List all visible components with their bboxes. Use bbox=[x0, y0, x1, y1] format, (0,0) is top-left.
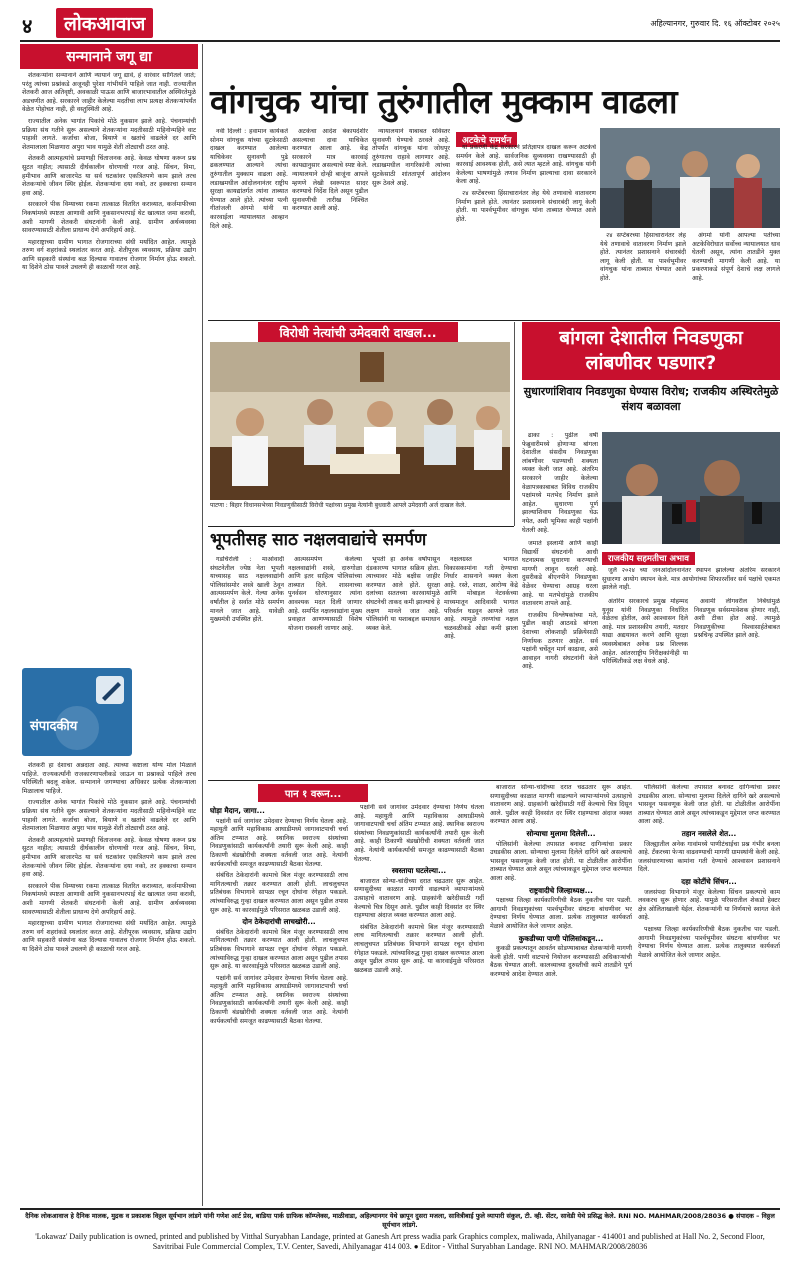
logo: लोकआवाज bbox=[56, 8, 153, 38]
opposition-divider bbox=[514, 322, 515, 526]
editorial-p1-repeat: राज्यातील अनेक भागांत पिकांचे मोठे नुकसान झाले आहे. पंचनाम्यांची प्रक्रिया संथ गतीने सुरू असल्याने शेतकऱ्यांना मदतीसाठी महिनोन्महिने वाट पाहावी लागते. कर्जाचा बोजा, बियाणे व खतांचे वाढलेले दर आणि शेतमालाला मिळणारा अपुरा भाव यामुळे शेती तोट्याची ठरत आहे. bbox=[22, 799, 196, 833]
continued-s5-title: राष्ट्रवादीचे जिल्हाध्यक्ष... bbox=[529, 885, 593, 895]
bangla-col-1 bbox=[522, 432, 598, 536]
editorial-p5: महाराष्ट्राच्या ग्रामीण भागात रोजगाराच्या संधी मर्यादित आहेत. त्यामुळे तरुण वर्ग शहरांकडे स्थलांतर करत आहे. शेतीपूरक व्यवसाय, प्रक्रिया उद्योग आणि सहकारी संस्थांना बळ दिल्यास गावातच रोजगार निर्माण होऊ शकतो. या दिशेने ठोस पावले उचलणे ही काळाची गरज आहे. bbox=[22, 238, 196, 272]
lead-col-1 bbox=[210, 128, 288, 318]
lead-col-5 bbox=[692, 232, 780, 318]
footer-english: 'Lokawaz' Daily publication is owned, printed and published by Vitthal Suryabhan Landage, printed at Ganesh Art press wadia park Graphics complex, maliwada, Ahilyanagar - 414001 and published at Hall No. 2, Second Floor, Savitribai Fule Commercial Complex, T.V. Center, Savedi, Ahilyanagar 414 003. ● Editor - Vitthal Suryabhan Landage. RNI NO. MAHMAR/2008/28036 bbox=[35, 1232, 765, 1251]
lead-photo bbox=[600, 128, 780, 228]
lead-rule bbox=[208, 320, 780, 321]
lead-sidebar-body: या प्रकरणी केंद्र सरकारने प्रतिज्ञापत्र दाखल करून अटकेचे समर्थन केले आहे. सार्वजनिक सुव्यवस्था राखण्यासाठी ही कारवाई आवश्यक होती, असे त्यात म्हटले आहे. वांगचुक यांनी केलेल्या भाषणांमुळे तणाव निर्माण झाल्याचा दावा सरकारने केला आहे. bbox=[456, 144, 596, 186]
continued-s1-text: पक्षांनी सर्व जागांवर उमेदवार देण्याचा निर्णय घेतला आहे. महायुती आणि महाविकास आघाडीमध्ये जागावाटपाची चर्चा अंतिम टप्प्यात आहे. स्थानिक स्वराज्य संस्थांच्या निवडणुकांसाठी कार्यकर्त्यांनी तयारी सुरू केली आहे. काही ठिकाणी बंडखोरीची शक्यता वर्तवली जात आहे. नेत्यांनी कार्यकर्त्यांची समजूत काढण्यासाठी बैठका घेतल्या. bbox=[210, 817, 348, 868]
bhupati-col-2 bbox=[288, 556, 362, 776]
continued-s3-lead: पक्षांनी सर्व जागांवर उमेदवार देण्याचा निर्णय घेतला आहे. महायुती आणि महाविकास आघाडीमध्ये जागावाटपाची चर्चा अंतिम टप्प्यात आहे. स्थानिक स्वराज्य संस्थांच्या निवडणुकांसाठी कार्यकर्त्यांनी तयारी सुरू केली आहे. काही ठिकाणी बंडखोरीची शक्यता वर्तवली जात आहे. नेत्यांनी कार्यकर्त्यांची समजूत काढण्यासाठी बैठका घेतल्या. bbox=[354, 804, 484, 863]
lead-col-2 bbox=[292, 128, 368, 318]
bhupati-text-2: आत्मसमर्पण केलेल्या नक्षलवाद्यांनी शस्त्रे, दारुगोळा आणि इतर साहित्य पोलिसांच्या ताब्यात दिले. शासनाच्या पुनर्वसन धोरणानुसार त्यांना आवश्यक मदत दिली जाणार आहे. समर्पित नक्षलवाद्यांना मुख्य प्रवाहात आणण्यासाठी विशेष योजना राबवली जाणार आहे. bbox=[288, 556, 362, 632]
opposition-caption: पाटणा : बिहार विधानसभेच्या निवडणुकीसाठी विरोधी पक्षांच्या प्रमुख नेत्यांनी बुधवारी आपले उमेदवारी अर्ज दाखल केले. bbox=[210, 502, 467, 509]
continued-col-1 bbox=[210, 804, 348, 1204]
lead-body-b: अटकेचा आदेश बेकायदेशीर असल्याचा दावा याचिकेत करण्यात आला आहे. केंद्र सरकारने मात्र कारवाई कायद्यानुसार असल्याचे स्पष्ट केले. न्यायालयाने दोन्ही बाजूंना आपले म्हणणे लेखी स्वरूपात सादर करण्याचे निर्देश दिले असून पुढील सुनावणीची तारीख निश्चित करण्यात आली आहे. bbox=[292, 128, 368, 213]
bangla-box-title: राजकीय सहमतीचा अभाव bbox=[602, 552, 695, 565]
continued-s6-text: कुकडी प्रकल्पातून आवर्तन सोडण्याबाबत शेतकऱ्यांनी मागणी केली होती. पाणी वाटपाचे नियोजन करण्यासाठी अधिकाऱ्यांची बैठक घेण्यात आली. कालव्याच्या दुरुस्तीची कामे तातडीने पूर्ण करण्याचे आदेश देण्यात आले. bbox=[490, 945, 632, 978]
continued-s7-title: तहान नसलेले शेत... bbox=[681, 828, 737, 838]
editorial-text-bottom bbox=[22, 762, 196, 1202]
footer-marathi: दैनिक लोकआवाज हे दैनिक मालक, मुद्रक व प्रकाशक विठ्ठल सूर्यभान लांडगे यांनी गणेश आर्ट प्रेस, बाडिया पार्क ग्राफिक कॉम्प्लेक्स, माळीवाडा, अहिल्यानगर येथे छापून दुसरा मजला, सावित्रीबाई फुले व्यापारी संकुल, टी. व्ही. सेंटर, सावेडी येथे प्रसिद्ध केले. RNI NO. MAHMAR/2008/28036 ● संपादक – विठ्ठल सूर्यभान लांडगे. bbox=[25, 1212, 775, 1229]
editorial-p3: शेतकरी आत्महत्यांचे प्रमाणही चिंताजनक आहे. केवळ घोषणा करून प्रश्न सुटत नाहीत; त्यासाठी दीर्घकालीन धोरणाची गरज आहे. सिंचन, विमा, हमीभाव आणि बाजारपेठ या सर्व घटकांवर एकत्रितपणे काम झाले तरच शेतकऱ्यांचे जीवन स्थिर होईल. शेतकऱ्यांना दया नको, तर हक्काचा सन्मान हवा आहे. bbox=[22, 155, 196, 197]
editorial-badge-label: संपादकीय bbox=[30, 719, 78, 734]
editorial-p1: शेतकऱ्यांना सन्मानाने आणि न्यायाने जगू द्यावे, हे वारंवार सांगितले जाते; परंतु त्यांच्या प्रश्नांकडे अजूनही पुरेशा गांभीर्याने पाहिले जात नाही. राज्यातील शेतकरी आज अतिवृष्टी, अवकाळी पाऊस आणि बाजारभावातील अस्थिरतेमुळे अडचणीत आहे. सरकारने जाहीर केलेल्या मदतीचा लाभ प्रत्यक्ष शेतकऱ्यांपर्यंत वेळेत पोहोचत नाही, ही वस्तुस्थिती आहे. bbox=[22, 72, 196, 114]
continued-s3-text: बाजारात सोन्या-चांदीच्या दरात चढउतार सुरू आहेत. सणासुदीच्या काळात मागणी वाढल्याने व्यापाऱ्यांमध्ये उत्साहाचे वातावरण आहे. ग्राहकांनी खरेदीसाठी गर्दी केल्याचे चित्र दिसून आले. पुढील काही दिवसांत दर स्थिर राहण्याचा अंदाज व्यक्त करण्यात आला आहे. bbox=[354, 877, 484, 920]
bangla-subhead: सुधारणांशिवाय निवडणुका घेण्यास विरोध; राजकीय अस्थिरतेमुळे संशय बळावला bbox=[523, 385, 779, 413]
editorial-p3-repeat: शेतकरी आत्महत्यांचे प्रमाणही चिंताजनक आहे. केवळ घोषणा करून प्रश्न सुटत नाहीत; त्यासाठी दीर्घकालीन धोरणाची गरज आहे. सिंचन, विमा, हमीभाव आणि बाजारपेठ या सर्व घटकांवर एकत्रितपणे काम झाले तरच शेतकऱ्यांचे जीवन स्थिर होईल. शेतकऱ्यांना दया नको, तर हक्काचा सन्मान हवा आहे. bbox=[22, 836, 196, 879]
bhupati-col-4 bbox=[444, 556, 518, 776]
lead-body-c: न्यायालयाने याबाबत सविस्तर सुनावणी घेण्याचे ठरवले आहे. तोपर्यंत वांगचुक यांना जोधपूर तुरुंगातच राहावे लागणार आहे. लडाखमधील नागरिकांनी त्यांच्या सुटकेसाठी शांततापूर्ण आंदोलन सुरू ठेवले आहे. bbox=[372, 128, 450, 187]
lead-sidebar-title: अटकेचे समर्थन bbox=[456, 132, 517, 147]
lead-body-a: नवी दिल्ली : हवामान कार्यकर्ते सोनम वांगचुक यांच्या सुटकेसाठी दाखल करण्यात आलेल्या याचिकेवर सुनावणी पुढे ढकलण्यात आल्याने त्यांचा तुरुंगातील मुक्काम वाढला आहे. लडाखमधील आंदोलनानंतर राष्ट्रीय सुरक्षा कायद्यांतर्गत त्यांना ताब्यात घेण्यात आले होते. त्यांच्या पत्नी गीतांजली अंगमो यांनी या कारवाईला न्यायालयात आव्हान दिले आहे. bbox=[210, 128, 288, 230]
bhupati-headline: भूपतीसह साठ नक्षलवाद्यांचे समर्पण bbox=[210, 530, 427, 550]
lead-col-3 bbox=[372, 128, 450, 318]
lead-sidebar-body-2: २४ सप्टेंबरच्या हिंसाचारानंतर लेह येथे तणावाचे वातावरण निर्माण झाले होते. त्यानंतर प्रशासनाने संचारबंदी लागू केली होती. या पार्श्वभूमीवर वांगचुक यांना ताब्यात घेण्यात आले होते. bbox=[456, 189, 596, 223]
bangla-headline: बांगला देशातील निवडणुका लांबणीवर पडणार? bbox=[522, 322, 780, 380]
continued-s8-title: दहा कोटींचे सिंचन... bbox=[681, 876, 737, 886]
bangla-text-1: ढाका : पुढील वर्षी फेब्रुवारीमध्ये होणाऱ्या बांगला देशातील संसदीय निवडणुका लांबणीवर पडण्याची शक्यता व्यक्त केली जात आहे. अंतरिम सरकारने जाहीर केलेल्या वेळापत्रकाबाबत विविध राजकीय पक्षांमध्ये मतभेद निर्माण झाले आहेत. सुधारणा पूर्ण झाल्याशिवाय निवडणुका घेऊ नयेत, अशी भूमिका काही पक्षांनी घेतली आहे. bbox=[522, 432, 598, 534]
continued-s4-lead: बाजारात सोन्या-चांदीच्या दरात चढउतार सुरू आहेत. सणासुदीच्या काळात मागणी वाढल्याने व्यापाऱ्यांमध्ये उत्साहाचे वातावरण आहे. ग्राहकांनी खरेदीसाठी गर्दी केल्याचे चित्र दिसून आले. पुढील काही दिवसांत दर स्थिर राहण्याचा अंदाज व्यक्त करण्यात आला आहे. bbox=[490, 784, 632, 826]
continued-s2-text: संबंधित ठेकेदारांनी कामाचे बिल मंजूर करण्यासाठी लाच मागितल्याची तक्रार करण्यात आली होती. लाचलुचपत प्रतिबंधक विभागाने सापळा रचून दोघांना रंगेहात पकडले. त्यांच्याविरुद्ध गुन्हा दाखल करण्यात आला असून पुढील तपास सुरू आहे. या कारवाईमुळे परिसरात खळबळ उडाली आहे. bbox=[210, 928, 348, 971]
editorial-p5-repeat: महाराष्ट्राच्या ग्रामीण भागात रोजगाराच्या संधी मर्यादित आहेत. त्यामुळे तरुण वर्ग शहरांकडे स्थलांतर करत आहे. शेतीपूरक व्यवसाय, प्रक्रिया उद्योग आणि सहकारी संस्थांना बळ दिल्यास गावातच रोजगार निर्माण होऊ शकतो. या दिशेने ठोस पावले उचलणे ही काळाची गरज आहे. bbox=[22, 920, 196, 953]
continued-s2-title: दोन ठेकेदारांची लाचखोरी... bbox=[242, 917, 316, 927]
lead-body-e: अंगमो यांनी आपल्या पतीच्या अटकेविरोधात सर्वोच्च न्यायालयात धाव घेतली असून, त्यांना तातडीने मुक्त करण्याची मागणी केली आहे. या प्रकरणाकडे संपूर्ण देशाचे लक्ष लागले आहे. bbox=[692, 232, 780, 282]
pen-icon bbox=[22, 668, 132, 756]
editorial-divider bbox=[202, 44, 203, 1206]
continued-col-4 bbox=[638, 784, 780, 1204]
continued-s8-text: जलसंपदा विभागाने मंजूर केलेल्या सिंचन प्रकल्पाचे काम लवकरच सुरू होणार आहे. यामुळे परिसरातील शेकडो हेक्टर क्षेत्र ओलिताखाली येईल. शेतकऱ्यांनी या निर्णयाचे स्वागत केले आहे. bbox=[638, 888, 780, 922]
editorial-heading: सन्मानाने जगू द्या bbox=[20, 44, 198, 69]
continued-s6-title: कुकडीच्या पाणी पोलिसांकडून... bbox=[518, 933, 604, 943]
continued-s4-title: सोन्याचा मुलामा दिलेली... bbox=[526, 828, 596, 838]
bhupati-rule bbox=[208, 526, 514, 527]
continued-header: पान १ वरून... bbox=[258, 784, 368, 802]
continued-s5-text: पक्षाच्या जिल्हा कार्यकारिणीची बैठक नुकतीच पार पडली. आगामी निवडणुकांच्या पार्श्वभूमीवर संघटना बांधणीवर भर देण्याचा निर्णय घेण्यात आला. प्रत्येक तालुक्यात कार्यकर्ता मेळावे आयोजित केले जाणार आहेत. bbox=[490, 897, 632, 930]
bhupati-text-3: भूपती हा अनेक वर्षांपासून दंडकारण्य भागात सक्रिय होता. त्याच्यावर मोठे बक्षीस जाहीर करण्यात आले होते. सुरक्षा दलांच्या सततच्या कारवायांमुळे संघटनेची ताकद कमी झाल्याचे हे लक्षण मानले जात आहे. पोलिसांनी या यशाबद्दल समाधान व्यक्त केले. bbox=[366, 556, 440, 632]
continued-s8-text-b: पक्षाच्या जिल्हा कार्यकारिणीची बैठक नुकतीच पार पडली. आगामी निवडणुकांच्या पार्श्वभूमीवर संघटना बांधणीवर भर देण्याचा निर्णय घेण्यात आला. प्रत्येक तालुक्यात कार्यकर्ता मेळावे आयोजित केले जाणार आहेत. bbox=[638, 925, 780, 959]
dateline: अहिल्यानगर, गुरुवार दि. १६ ऑक्टोबर २०२५ bbox=[650, 19, 780, 28]
bangla-text-3: अंतरिम सरकारचे प्रमुख मोहम्मद युनूस यांनी निवडणुका निर्धारित वेळेतच होतील, असे आश्वासन दिले आहे. मात्र प्रशासकीय तयारी, मतदार याद्या अद्ययावत करणे आणि सुरक्षा व्यवस्थेबाबत अनेक प्रश्न शिल्लक आहेत. आंतरराष्ट्रीय निरीक्षकांनीही या परिस्थितीकडे लक्ष वेधले आहे. bbox=[602, 598, 688, 666]
bangla-col-4 bbox=[694, 598, 780, 776]
bangla-text-5: राजकीय विश्लेषकांच्या मते, पुढील काही आठवडे बांगला देशाच्या लोकशाही प्रक्रियेसाठी निर्णायक ठरणार आहेत. सर्व पक्षांनी चर्चेतून मार्ग काढावा, असे आवाहन नागरी संघटनांनी केले आहे. bbox=[522, 611, 598, 671]
bhupati-text-4: नक्षलग्रस्त भागात विकासकामांना गती देण्याचा निर्धार शासनाने व्यक्त केला आहे. रस्ते, शाळा, आरोग्य केंद्रे आणि मोबाइल नेटवर्कच्या माध्यमातून आदिवासी भागात परिवर्तन घडवून आणले जात आहे. त्यामुळे तरुणांचा नक्षल चळवळीकडे ओढा कमी झाला आहे. bbox=[444, 556, 518, 641]
continued-s7-text: जिल्ह्यातील अनेक गावांमध्ये पाणीटंचाईचा प्रश्न गंभीर बनला आहे. टँकरच्या फेऱ्या वाढवण्याची मागणी ग्रामस्थांनी केली आहे. जलसंधारणाच्या कामांना गती देण्याचे आश्वासन प्रशासनाने दिले. bbox=[638, 840, 780, 874]
editorial-p2: राज्यातील अनेक भागांत पिकांचे मोठे नुकसान झाले आहे. पंचनाम्यांची प्रक्रिया संथ गतीने सुरू असल्याने शेतकऱ्यांना मदतीसाठी महिनोन्महिने वाट पाहावी लागते. कर्जाचा बोजा, बियाणे व खतांचे वाढलेले दर आणि शेतमालाला मिळणारा अपुरा भाव यामुळे शेती तोट्याची ठरत आहे. bbox=[22, 117, 196, 151]
bangla-col-3 bbox=[602, 598, 688, 776]
bangla-text-4: अवामी लीगवरील निर्बंधांमुळे निवडणूक सर्वसमावेशक होणार नाही, अशी टीका होत आहे. त्यामुळे निवडणुकीच्या विश्वासार्हतेबाबत प्रश्नचिन्ह उपस्थित झाले आहे. bbox=[694, 598, 780, 640]
opposition-headline: विरोधी नेत्यांची उमेदवारी दाखल... bbox=[258, 322, 458, 343]
continued-col-2 bbox=[354, 804, 484, 1204]
continued-s1-text-b: संबंधित ठेकेदारांनी कामाचे बिल मंजूर करण्यासाठी लाच मागितल्याची तक्रार करण्यात आली होती. लाचलुचपत प्रतिबंधक विभागाने सापळा रचून दोघांना रंगेहात पकडले. त्यांच्याविरुद्ध गुन्हा दाखल करण्यात आला असून पुढील तपास सुरू आहे. या कारवाईमुळे परिसरात खळबळ उडाली आहे. bbox=[210, 872, 348, 914]
bangla-text-2: जमाते इस्लामी आणि काही विद्यार्थी संघटनांनी आधी घटनात्मक सुधारणा करण्याची मागणी लावून धरली आहे. दुसरीकडे बीएनपीने निवडणुका वेळेवर घेण्याचा आग्रह धरला आहे. या मतभेदांमुळे राजकीय वातावरण तापले आहे. bbox=[522, 540, 598, 608]
lead-sidebar-text bbox=[456, 144, 596, 314]
bhupati-text-1: गडचिरोली : माओवादी संघटनेतील ज्येष्ठ नेता भूपती याच्यासह साठ नक्षलवाद्यांनी पोलिसांसमोर शस्त्रे खाली ठेवून आत्मसमर्पण केले. गेल्या अनेक वर्षांतील हे सर्वात मोठे समर्पण मानले जात आहे. यावेळी मुख्यमंत्री उपस्थित होते. bbox=[210, 556, 284, 624]
continued-s2-text-b: पक्षांनी सर्व जागांवर उमेदवार देण्याचा निर्णय घेतला आहे. महायुती आणि महाविकास आघाडीमध्ये जागावाटपाची चर्चा अंतिम टप्प्यात आहे. स्थानिक स्वराज्य संस्थांच्या निवडणुकांसाठी कार्यकर्त्यांनी तयारी सुरू केली आहे. काही ठिकाणी बंडखोरीची शक्यता वर्तवली जात आहे. नेत्यांनी कार्यकर्त्यांची समजूत काढण्यासाठी बैठका घेतल्या. bbox=[210, 974, 348, 1025]
masthead bbox=[20, 6, 780, 40]
editorial-text-top bbox=[22, 72, 196, 662]
masthead-rule bbox=[20, 40, 780, 42]
bangla-box-body: जुलै २०२४ च्या जनआंदोलनानंतर स्थापन झालेल्या अंतरिम सरकारने सुधारणा आयोग स्थापन केले. मात्र आयोगांच्या शिफारशींवर सर्व पक्षांचे एकमत झालेले नाही. bbox=[602, 567, 780, 592]
lead-headline: वांगचुक यांचा तुरुंगातील मुक्काम वाढला bbox=[210, 82, 678, 121]
editorial-p4: सरकारने पीक विम्याच्या रकमा तात्काळ वितरित कराव्यात, कर्जमाफीच्या निकषांमध्ये स्पष्टता आणावी आणि नुकसानभरपाई थेट खात्यात जमा करावी, अशी मागणी शेतकरी संघटनांनी केली आहे. ग्रामीण अर्थव्यवस्था सावरण्यासाठी शेतीला प्राधान्य देणे अपरिहार्य आहे. bbox=[22, 201, 196, 235]
page-number: ४ bbox=[22, 14, 33, 38]
continued-s1-title: घोड़ा मैदान, जागा... bbox=[210, 806, 265, 815]
continued-rule bbox=[208, 780, 780, 781]
footer-rule bbox=[20, 1208, 780, 1210]
bangla-col-2 bbox=[522, 540, 598, 776]
bhupati-col-1 bbox=[210, 556, 284, 776]
opposition-photo bbox=[210, 342, 510, 500]
editorial-p6: शेतकरी हा देशाचा अन्नदाता आहे. त्याच्या कष्टाला योग्य मोल मिळाले पाहिजे. राज्यकर्त्यांनी राजकारणापलीकडे जाऊन या प्रश्नाकडे पाहिले तरच परिस्थिती बदलू शकेल. सन्मानाने जगण्याचा अधिकार प्रत्येक शेतकऱ्याला मिळालाच पाहिजे. bbox=[22, 762, 196, 795]
continued-col-3 bbox=[490, 784, 632, 1204]
continued-s3-text-b: संबंधित ठेकेदारांनी कामाचे बिल मंजूर करण्यासाठी लाच मागितल्याची तक्रार करण्यात आली होती. लाचलुचपत प्रतिबंधक विभागाने सापळा रचून दोघांना रंगेहात पकडले. त्यांच्याविरुद्ध गुन्हा दाखल करण्यात आला असून पुढील तपास सुरू आहे. या कारवाईमुळे परिसरात खळबळ उडाली आहे. bbox=[354, 923, 484, 974]
bhupati-col-3 bbox=[366, 556, 440, 776]
continued-s4-text: पोलिसांनी केलेल्या तपासात बनावट दागिन्यांचा प्रकार उघडकीस आला. सोन्याचा मुलामा दिलेले दागिने खरे असल्याचे भासवून फसवणूक केली जात होती. या टोळीतील आरोपींना ताब्यात घेण्यात आले असून त्यांच्याकडून मुद्देमाल जप्त करण्यात आला आहे. bbox=[490, 840, 632, 882]
continued-s7-lead: पोलिसांनी केलेल्या तपासात बनावट दागिन्यांचा प्रकार उघडकीस आला. सोन्याचा मुलामा दिलेले दागिने खरे असल्याचे भासवून फसवणूक केली जात होती. या टोळीतील आरोपींना ताब्यात घेण्यात आले असून त्यांच्याकडून मुद्देमाल जप्त करण्यात आला आहे. bbox=[638, 784, 780, 826]
continued-s3-title: स्वस्ताया घटलेल्या... bbox=[391, 866, 447, 876]
lead-col-4 bbox=[600, 232, 686, 318]
lead-body-d: २४ सप्टेंबरच्या हिंसाचारानंतर लेह येथे तणावाचे वातावरण निर्माण झाले होते. त्यानंतर प्रशासनाने संचारबंदी लागू केली होती. या पार्श्वभूमीवर वांगचुक यांना ताब्यात घेण्यात आले होते. bbox=[600, 232, 686, 282]
lead-sidebar bbox=[456, 128, 596, 318]
bangla-photo bbox=[602, 432, 780, 544]
editorial-p4-repeat: सरकारने पीक विम्याच्या रकमा तात्काळ वितरित कराव्यात, कर्जमाफीच्या निकषांमध्ये स्पष्टता आणावी आणि नुकसानभरपाई थेट खात्यात जमा करावी, अशी मागणी शेतकरी संघटनांनी केली आहे. ग्रामीण अर्थव्यवस्था सावरण्यासाठी शेतीला प्राधान्य देणे अपरिहार्य आहे. bbox=[22, 882, 196, 916]
editorial-badge bbox=[22, 668, 132, 756]
